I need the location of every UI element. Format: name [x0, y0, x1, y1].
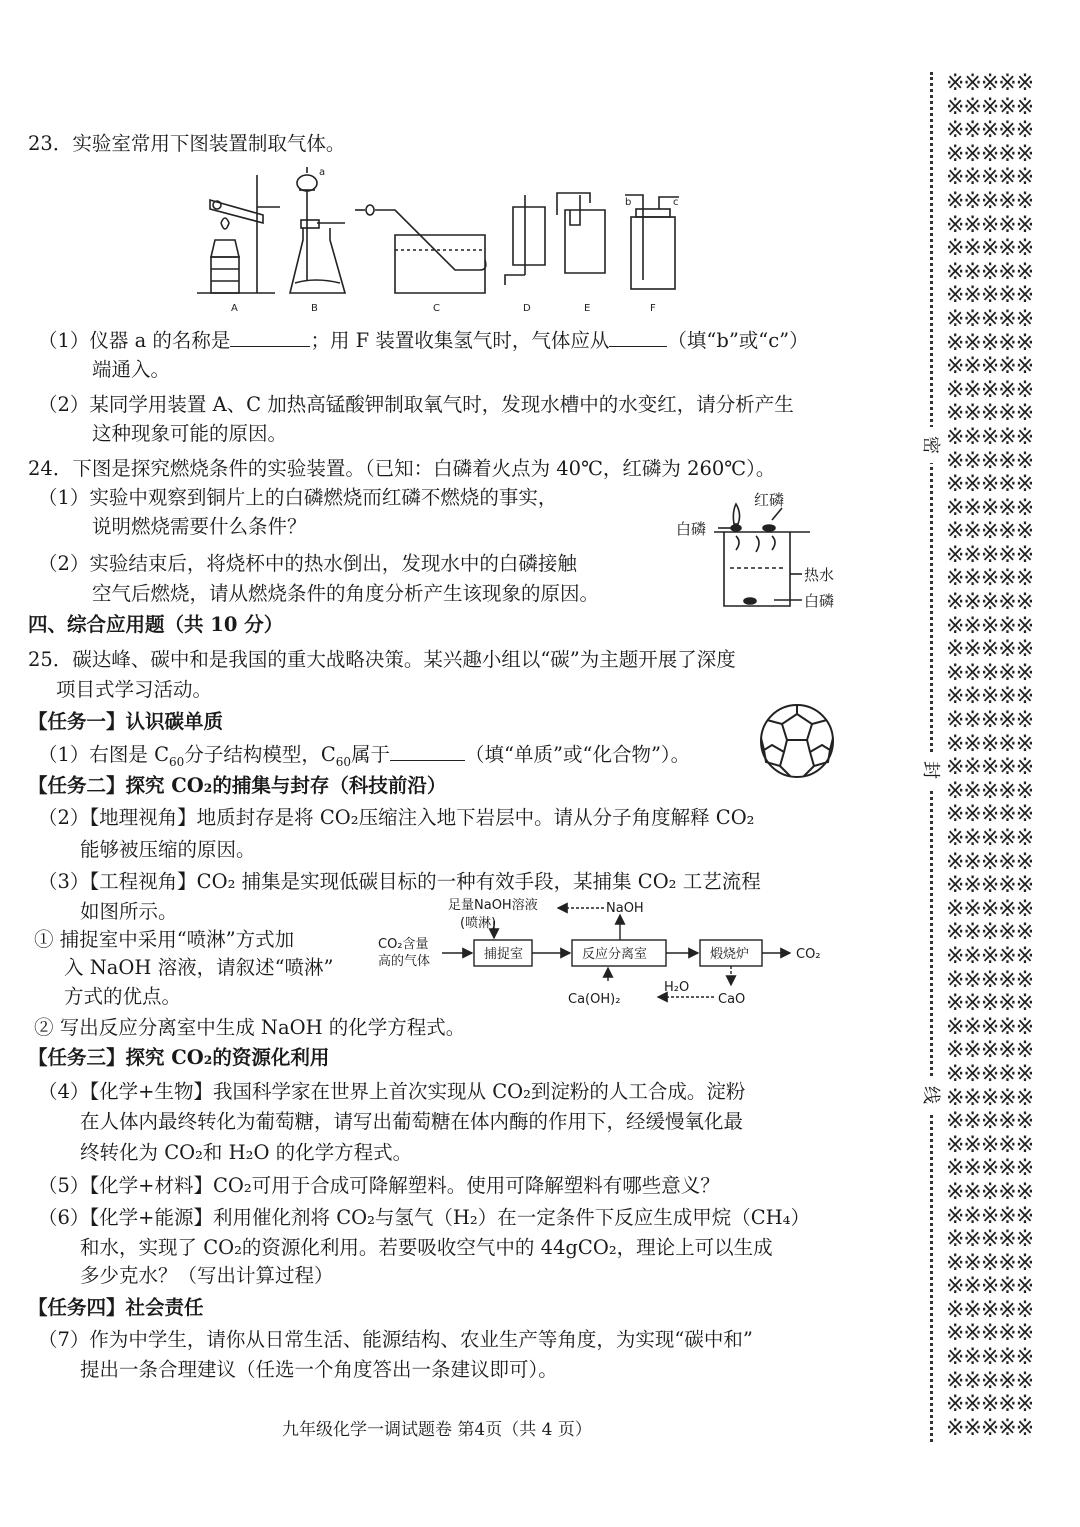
seal-mark-mi: 密: [915, 427, 945, 463]
q24-sub1-cont: 说明燃烧需要什么条件？: [92, 515, 307, 538]
label-port-b: b: [625, 197, 632, 208]
q23-apparatus-figure: [195, 165, 695, 315]
apparatus-d: [505, 195, 545, 285]
q25-sub3-item1-cont2: 方式的优点。: [64, 985, 182, 1008]
page-footer: 九年级化学一调试题卷 第4页（共 4 页）: [282, 1420, 592, 1440]
label-f: F: [650, 303, 656, 314]
task1-heading: 【任务一】认识碳单质: [28, 710, 224, 733]
q25-sub2-cont: 能够被压缩的原因。: [80, 838, 256, 861]
q25-sub4-cont2: 终转化为 CO₂和 H₂O 的化学方程式。: [80, 1141, 413, 1164]
flow-naoh-spray-note: (喷淋): [460, 916, 497, 931]
seal-mark-feng: 封: [915, 752, 945, 788]
q25-sub5: （5）【化学+材料】CO₂可用于合成可降解塑料。使用可降解塑料有哪些意义？: [38, 1174, 720, 1197]
q25-sub6-cont2: 多少克水？（写出计算过程）: [80, 1264, 334, 1287]
q25-sub7: （7）作为中学生，请你从日常生活、能源结构、农业生产等角度，为实现“碳中和”: [38, 1328, 753, 1351]
q25-sub1: （1）右图是 $C_{60}$分子结构模型，$C_{60}$属于 （填“单质”或“化合物”）。: [38, 743, 691, 769]
label-a: A: [231, 303, 238, 314]
q24-stem: 24．下图是探究燃烧条件的实验装置。（已知：白磷着火点为 40℃，红磷为 260℃）。: [28, 457, 776, 480]
seal-mark-xian: 线: [915, 1077, 945, 1113]
q23-sub2: （2）某同学用装置 A、C 加热高锰酸钾制取氧气时，发现水槽中的水变红，请分析产生: [38, 393, 794, 416]
label-d: D: [523, 303, 531, 314]
flow-input-b: 高的气体: [378, 954, 431, 969]
q24-sub2-cont: 空气后燃烧，请从燃烧条件的角度分析产生该现象的原因。: [92, 582, 600, 605]
flow-cao: CaO: [718, 992, 746, 1007]
label-e: E: [584, 303, 591, 314]
q25-sub4: （4）【化学+生物】我国科学家在世界上首次实现从 CO₂到淀粉的人工合成。淀粉: [38, 1080, 746, 1103]
flow-box2-label: 反应分离室: [582, 947, 648, 962]
label-c: C: [433, 303, 440, 314]
label-port-c: c: [673, 197, 679, 208]
flow-naoh-spray: 足量NaOH溶液: [448, 898, 538, 913]
q25-sub3-cont: 如图所示。: [80, 900, 178, 923]
q25-sub4-cont: 在人体内最终转化为葡萄糖，请写出葡萄糖在体内酶的作用下，经缓慢氧化最: [80, 1110, 744, 1133]
c60-molecule-figure: [752, 700, 842, 782]
flow-output-co2: CO₂: [796, 947, 821, 962]
task4-heading: 【任务四】社会责任: [28, 1296, 204, 1319]
section-4-heading: 四、综合应用题（共 10 分）: [28, 613, 284, 636]
q24-sub2: （2）实验结束后，将烧杯中的热水倒出，发现水中的白磷接触: [38, 552, 577, 575]
q25-stem-cont: 项目式学习活动。: [56, 678, 213, 701]
q23-sub2-cont: 这种现象可能的原因。: [92, 422, 288, 445]
q25-sub3-item1-cont: 入 NaOH 溶液，请叙述“喷淋”: [64, 956, 334, 979]
flow-naoh: NaOH: [606, 901, 644, 916]
flow-input-a: CO₂含量: [378, 937, 429, 952]
answer-blank[interactable]: [609, 328, 667, 347]
apparatus-b: [290, 167, 345, 293]
q25-sub2: （2）【地理视角】地质封存是将 CO₂压缩注入地下岩层中。请从分子角度解释 CO₂: [38, 806, 755, 829]
apparatus-c: [355, 205, 486, 293]
q23-sub1-cont: 端通入。: [92, 358, 171, 381]
flow-box1-label: 捕捉室: [484, 947, 524, 962]
apparatus-a: [197, 175, 280, 293]
q23-stem: 23．实验室常用下图装置制取气体。: [28, 132, 346, 155]
apparatus-e: [557, 193, 605, 273]
q25-sub3-item1: ① 捕捉室中采用“喷淋”方式加: [34, 928, 295, 951]
label-white-p-top: 白磷: [676, 520, 707, 538]
q25-stem: 25．碳达峰、碳中和是我国的重大战略决策。某兴趣小组以“碳”为主题开展了深度: [28, 648, 736, 671]
label-red-p: 红磷: [754, 491, 785, 509]
co2-capture-flow-diagram: [376, 893, 836, 1011]
flow-h2o: H₂O: [664, 980, 690, 995]
label-hot-water: 热水: [804, 566, 835, 584]
flow-caoh2: Ca(OH)₂: [568, 992, 621, 1007]
task2-heading: 【任务二】探究 CO₂的捕集与封存（科技前沿）: [28, 774, 447, 797]
label-b: B: [311, 303, 318, 314]
q23-sub1: （1）仪器 a 的名称是 ；用 F 装置收集氢气时，气体应从 （填“b”或“c”）: [38, 329, 809, 352]
q25-sub6: （6）【化学+能源】利用催化剂将 CO₂与氢气（H₂）在一定条件下反应生成甲烷（CH₄）: [38, 1206, 810, 1229]
apparatus-f: [625, 195, 679, 289]
q24-combustion-figure: [672, 490, 852, 612]
answer-blank[interactable]: [230, 328, 310, 347]
flow-box3-label: 煅烧炉: [710, 947, 750, 962]
q25-sub6-cont: 和水，实现了 CO₂的资源化利用。若要吸收空气中的 44gCO₂，理论上可以生成: [80, 1236, 773, 1259]
q25-sub7-cont: 提出一条合理建议（任选一个角度答出一条建议即可）。: [80, 1358, 558, 1381]
q24-sub1: （1）实验中观察到铜片上的白磷燃烧而红磷不燃烧的事实，: [38, 486, 558, 509]
q25-sub3: （3）【工程视角】CO₂ 捕集是实现低碳目标的一种有效手段，某捕集 CO₂ 工艺流程: [38, 870, 761, 893]
label-white-p-bottom: 白磷: [804, 592, 835, 610]
binding-cross-pattern: ※※※※※ ※※※※※ ※※※※※ ※※※※※ ※※※※※ ※※※※※ ※※※※※ ※※※※※ ※※※※※ ※※※※※ ※※※※※ ※※※※※ ※※※※※ ※※※※※ ※※※※※ ※※※※※ ※※※※※ ※※※※※ ※※※※※ ※※※※※ ※※※※※ ※※※※※ ※※※※※ ※※※※※ ※※※※※ ※※※※※ ※※※※※ ※※※※※ ※※※※※ ※※※※※ ※※※※※ ※※※※※ ※※※※※ ※※※※※ ※※※※※ ※※※※※ ※※※※※ ※※※※※ ※※※※※ ※※※※※ ※※※※※ ※※※※※ ※※※※※ ※※※※※ ※※※※※ ※※※※※ ※※※※※ ※※※※※ ※※※※※ ※※※※※ ※※※※※ ※※※※※ ※※※※※ ※※※※※ ※※※※※ ※※※※※ ※※※※※ ※※※※※: [946, 71, 1034, 1441]
answer-blank[interactable]: [390, 742, 465, 761]
label-tag-a: a: [319, 167, 326, 178]
task3-heading: 【任务三】探究 CO₂的资源化利用: [28, 1046, 330, 1069]
q25-sub3-item2: ② 写出反应分离室中生成 NaOH 的化学方程式。: [34, 1016, 466, 1039]
